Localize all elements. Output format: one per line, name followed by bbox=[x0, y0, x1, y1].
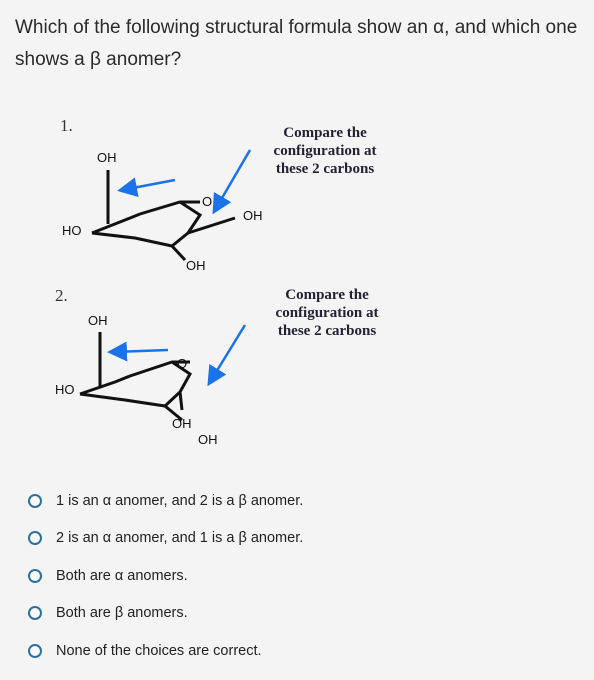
option-3[interactable] bbox=[28, 557, 303, 595]
note-line: configuration at bbox=[275, 305, 379, 321]
structure2-ring-o: O bbox=[177, 356, 188, 371]
structure1-ring bbox=[92, 170, 235, 260]
option-5[interactable] bbox=[28, 632, 303, 670]
radio-button[interactable] bbox=[28, 494, 42, 508]
option-label: None of the choices are correct. bbox=[56, 642, 262, 659]
structure2-oh-bottom1: OH bbox=[172, 416, 192, 431]
anomer-figure bbox=[0, 110, 594, 470]
option-label: Both are β anomers. bbox=[56, 605, 188, 622]
note-line: these 2 carbons bbox=[275, 161, 375, 177]
structure1-ring-o: O bbox=[202, 194, 213, 209]
radio-button[interactable] bbox=[28, 569, 42, 583]
radio-button[interactable] bbox=[28, 531, 42, 545]
structure2-oh-top: OH bbox=[88, 313, 108, 328]
structure1-ho-left: HO bbox=[62, 223, 82, 238]
arrow-2b bbox=[112, 350, 168, 352]
answer-options bbox=[28, 482, 303, 670]
structure2-note bbox=[257, 286, 397, 340]
note-line: Compare the bbox=[283, 125, 367, 141]
structure1-oh-top: OH bbox=[97, 150, 117, 165]
structure2-ring bbox=[80, 332, 190, 420]
radio-button[interactable] bbox=[28, 644, 42, 658]
note-line: configuration at bbox=[273, 143, 377, 159]
structure1-note bbox=[255, 124, 395, 178]
structure1-oh-right: OH bbox=[243, 208, 263, 223]
option-label: Both are α anomers. bbox=[56, 567, 188, 584]
note-line: Compare the bbox=[285, 287, 369, 303]
structure2-ho-left: HO bbox=[55, 382, 75, 397]
option-label: 1 is an α anomer, and 2 is a β anomer. bbox=[56, 492, 304, 509]
option-2[interactable] bbox=[28, 520, 303, 558]
structure2-number: 2. bbox=[55, 286, 68, 305]
structure2-oh-bottom2: OH bbox=[198, 432, 218, 447]
option-1[interactable] bbox=[28, 482, 303, 520]
arrow-1a bbox=[215, 150, 250, 210]
question-text: Which of the following structural formula show an α, and which one shows a β anomer? bbox=[15, 17, 578, 70]
structure1-number: 1. bbox=[60, 116, 73, 135]
arrow-2a bbox=[210, 325, 245, 382]
note-line: these 2 carbons bbox=[277, 323, 377, 339]
option-label: 2 is an α anomer, and 1 is a β anomer. bbox=[56, 530, 304, 547]
structure1-oh-bottom: OH bbox=[186, 258, 206, 273]
option-4[interactable] bbox=[28, 595, 303, 633]
radio-button[interactable] bbox=[28, 606, 42, 620]
arrow-1b bbox=[122, 180, 175, 190]
